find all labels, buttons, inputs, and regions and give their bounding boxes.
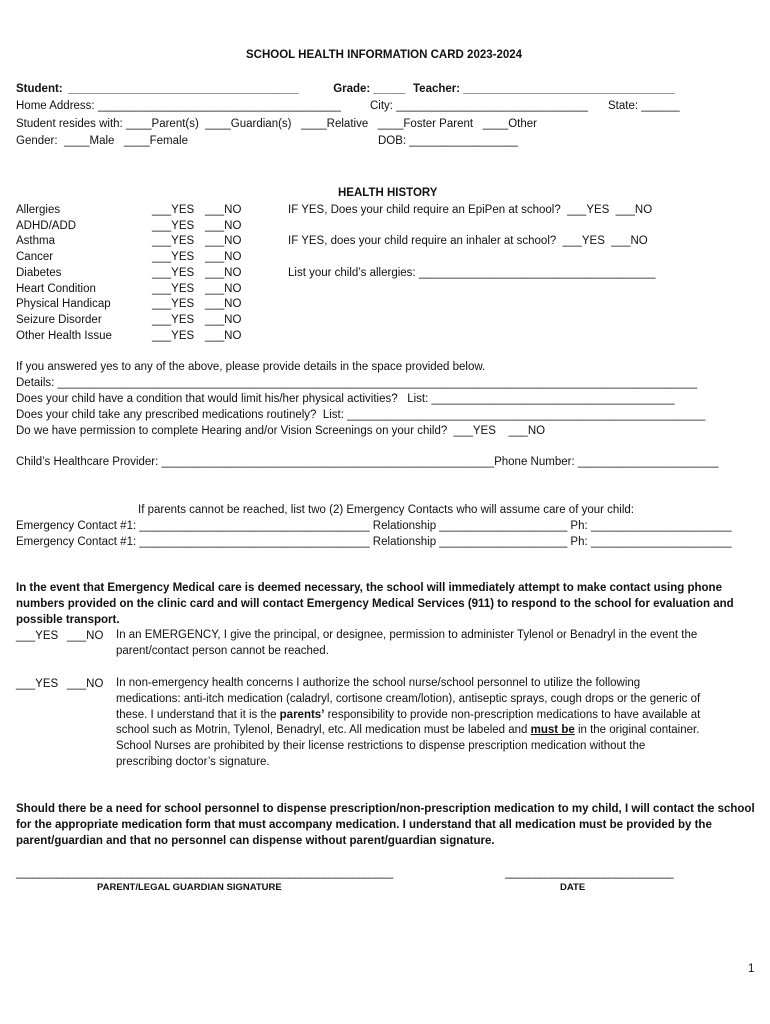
- condition-label: Asthma: [16, 235, 55, 247]
- condition-no-option[interactable]: ___NO: [205, 314, 242, 326]
- condition-no-option[interactable]: ___NO: [205, 330, 242, 342]
- condition-no-option[interactable]: ___NO: [205, 267, 242, 279]
- condition-no-option[interactable]: ___NO: [205, 220, 242, 232]
- condition-no-option[interactable]: ___NO: [205, 204, 242, 216]
- screening-permission[interactable]: Do we have permission to complete Hearing and/or Vision Screenings on your child? ___YES ___NO: [16, 425, 546, 437]
- emergency-contacts-intro: If parents cannot be reached, list two (2) Emergency Contacts who will assume care of your child:: [138, 504, 635, 516]
- condition-no-option[interactable]: ___NO: [205, 283, 242, 295]
- consent2-text: [116, 676, 702, 771]
- condition-label: ADHD/ADD: [16, 220, 77, 232]
- condition-yes-option[interactable]: ___YES: [152, 330, 195, 342]
- student-label: Student:: [16, 83, 66, 95]
- condition-no-option[interactable]: ___NO: [205, 298, 242, 310]
- page-number: 1: [748, 963, 755, 975]
- date-line[interactable]: _____________________________: [505, 867, 674, 879]
- condition-no-option[interactable]: ___NO: [205, 235, 242, 247]
- details-field[interactable]: Details: ____________________________________________________________________________________________________: [16, 377, 698, 389]
- medication-statement: Should there be a need for school personnel to dispense prescription/non-prescription medication to my child, I will contact the school for the appropriate medication form that must accompany medication. I understand that all medication must be provided by the parent/guardian and that no personnel can dispense without parent/guardian signature.: [16, 803, 755, 847]
- healthcare-provider-field[interactable]: Child’s Healthcare Provider: ____________________________________________________Phone Number: ______________________: [16, 456, 719, 468]
- condition-label: Allergies: [16, 204, 61, 216]
- condition-yes-option[interactable]: ___YES: [152, 283, 195, 295]
- condition-label: Physical Handicap: [16, 298, 111, 310]
- consent1-yes[interactable]: ___YES: [16, 630, 59, 642]
- home-address-field[interactable]: Home Address: ______________________________________: [16, 100, 341, 112]
- inhaler-question[interactable]: IF YES, does your child require an inhaler at school? ___YES ___NO: [288, 235, 648, 247]
- emergency-contact-2[interactable]: Emergency Contact #1: ____________________________________ Relationship ____________________ Ph: ______________________: [16, 536, 732, 548]
- signature-line[interactable]: _________________________________________________________________: [16, 867, 393, 879]
- condition-yes-option[interactable]: ___YES: [152, 204, 195, 216]
- dob-field[interactable]: DOB: _________________: [378, 135, 519, 147]
- activity-limit-field[interactable]: Does your child have a condition that would limit his/her physical activities? List: ______________________________________: [16, 393, 675, 405]
- student-name-field[interactable]: ____________________________________: [68, 83, 299, 95]
- condition-label: Heart Condition: [16, 283, 96, 295]
- consent2-no[interactable]: ___NO: [67, 678, 104, 690]
- condition-label: Other Health Issue: [16, 330, 112, 342]
- grade-field[interactable]: Grade: _____: [330, 83, 409, 95]
- signature-label: PARENT/LEGAL GUARDIAN SIGNATURE: [97, 882, 282, 893]
- consent1-text: In an EMERGENCY, I give the principal, or designee, permission to administer Tylenol or Benadryl in the event the parent/contact person cannot be reached.: [116, 629, 698, 657]
- condition-yes-option[interactable]: ___YES: [152, 267, 195, 279]
- details-intro: If you answered yes to any of the above, please provide details in the space provided below.: [16, 361, 486, 373]
- condition-label: Seizure Disorder: [16, 314, 102, 326]
- resides-with-options[interactable]: Student resides with: ____Parent(s) ____Guardian(s) ____Relative ____Foster Parent ____Other: [16, 118, 537, 130]
- condition-no-option[interactable]: ___NO: [205, 251, 242, 263]
- condition-yes-option[interactable]: ___YES: [152, 314, 195, 326]
- gender-options[interactable]: Gender: ____Male ____Female: [16, 135, 188, 147]
- date-label: DATE: [560, 882, 586, 893]
- page-title: SCHOOL HEALTH INFORMATION CARD 2023-2024: [246, 49, 523, 61]
- emergency-contact-1[interactable]: Emergency Contact #1: ____________________________________ Relationship ____________________ Ph: ______________________: [16, 520, 732, 532]
- parents-emphasis: parents’: [279, 708, 325, 721]
- condition-label: Cancer: [16, 251, 54, 263]
- consent2-yes[interactable]: ___YES: [16, 678, 59, 690]
- teacher-field[interactable]: Teacher: _________________________________: [413, 83, 675, 95]
- epipen-question[interactable]: IF YES, Does your child require an EpiPen at school? ___YES ___NO: [288, 204, 653, 216]
- consent2-text-b: responsibility to provide non-prescription medications to have available at school such as Motrin, Tylenol, Benadryl, etc. All medication must be labeled and: [116, 708, 701, 737]
- health-history-heading: HEALTH HISTORY: [338, 187, 438, 199]
- city-field[interactable]: City: ______________________________: [370, 100, 589, 112]
- condition-yes-option[interactable]: ___YES: [152, 235, 195, 247]
- allergies-list-field[interactable]: List your child’s allergies: _____________________________________: [288, 267, 656, 279]
- condition-yes-option[interactable]: ___YES: [152, 220, 195, 232]
- consent1-no[interactable]: ___NO: [67, 630, 104, 642]
- emergency-notice: In the event that Emergency Medical care is deemed necessary, the school will immediately attempt to make contact using phone numbers provided on the clinic card and will contact Emergency Medical Services (911) to respond to the school for evaluation and possible transport.: [16, 582, 734, 626]
- consent2-text-c: in the original container. School Nurses are prohibited by their license restrictions to dispense prescription medication without the prescribing doctor’s signature.: [116, 724, 700, 768]
- must-be-emphasis: must be: [530, 724, 575, 737]
- condition-yes-option[interactable]: ___YES: [152, 251, 195, 263]
- medications-field[interactable]: Does your child take any prescribed medications routinely? List: ________________________________________________________: [16, 409, 706, 421]
- condition-yes-option[interactable]: ___YES: [152, 298, 195, 310]
- state-field[interactable]: State: ______: [608, 100, 680, 112]
- condition-label: Diabetes: [16, 267, 62, 279]
- consent2-text-a: In non-emergency health concerns I authorize the school nurse/school personnel to utilize the following medications: anti-itch medication (caladryl, cortisone cream/lotion), antiseptic sprays, cough drops or the generic of these. I understand that it is the: [116, 677, 701, 721]
